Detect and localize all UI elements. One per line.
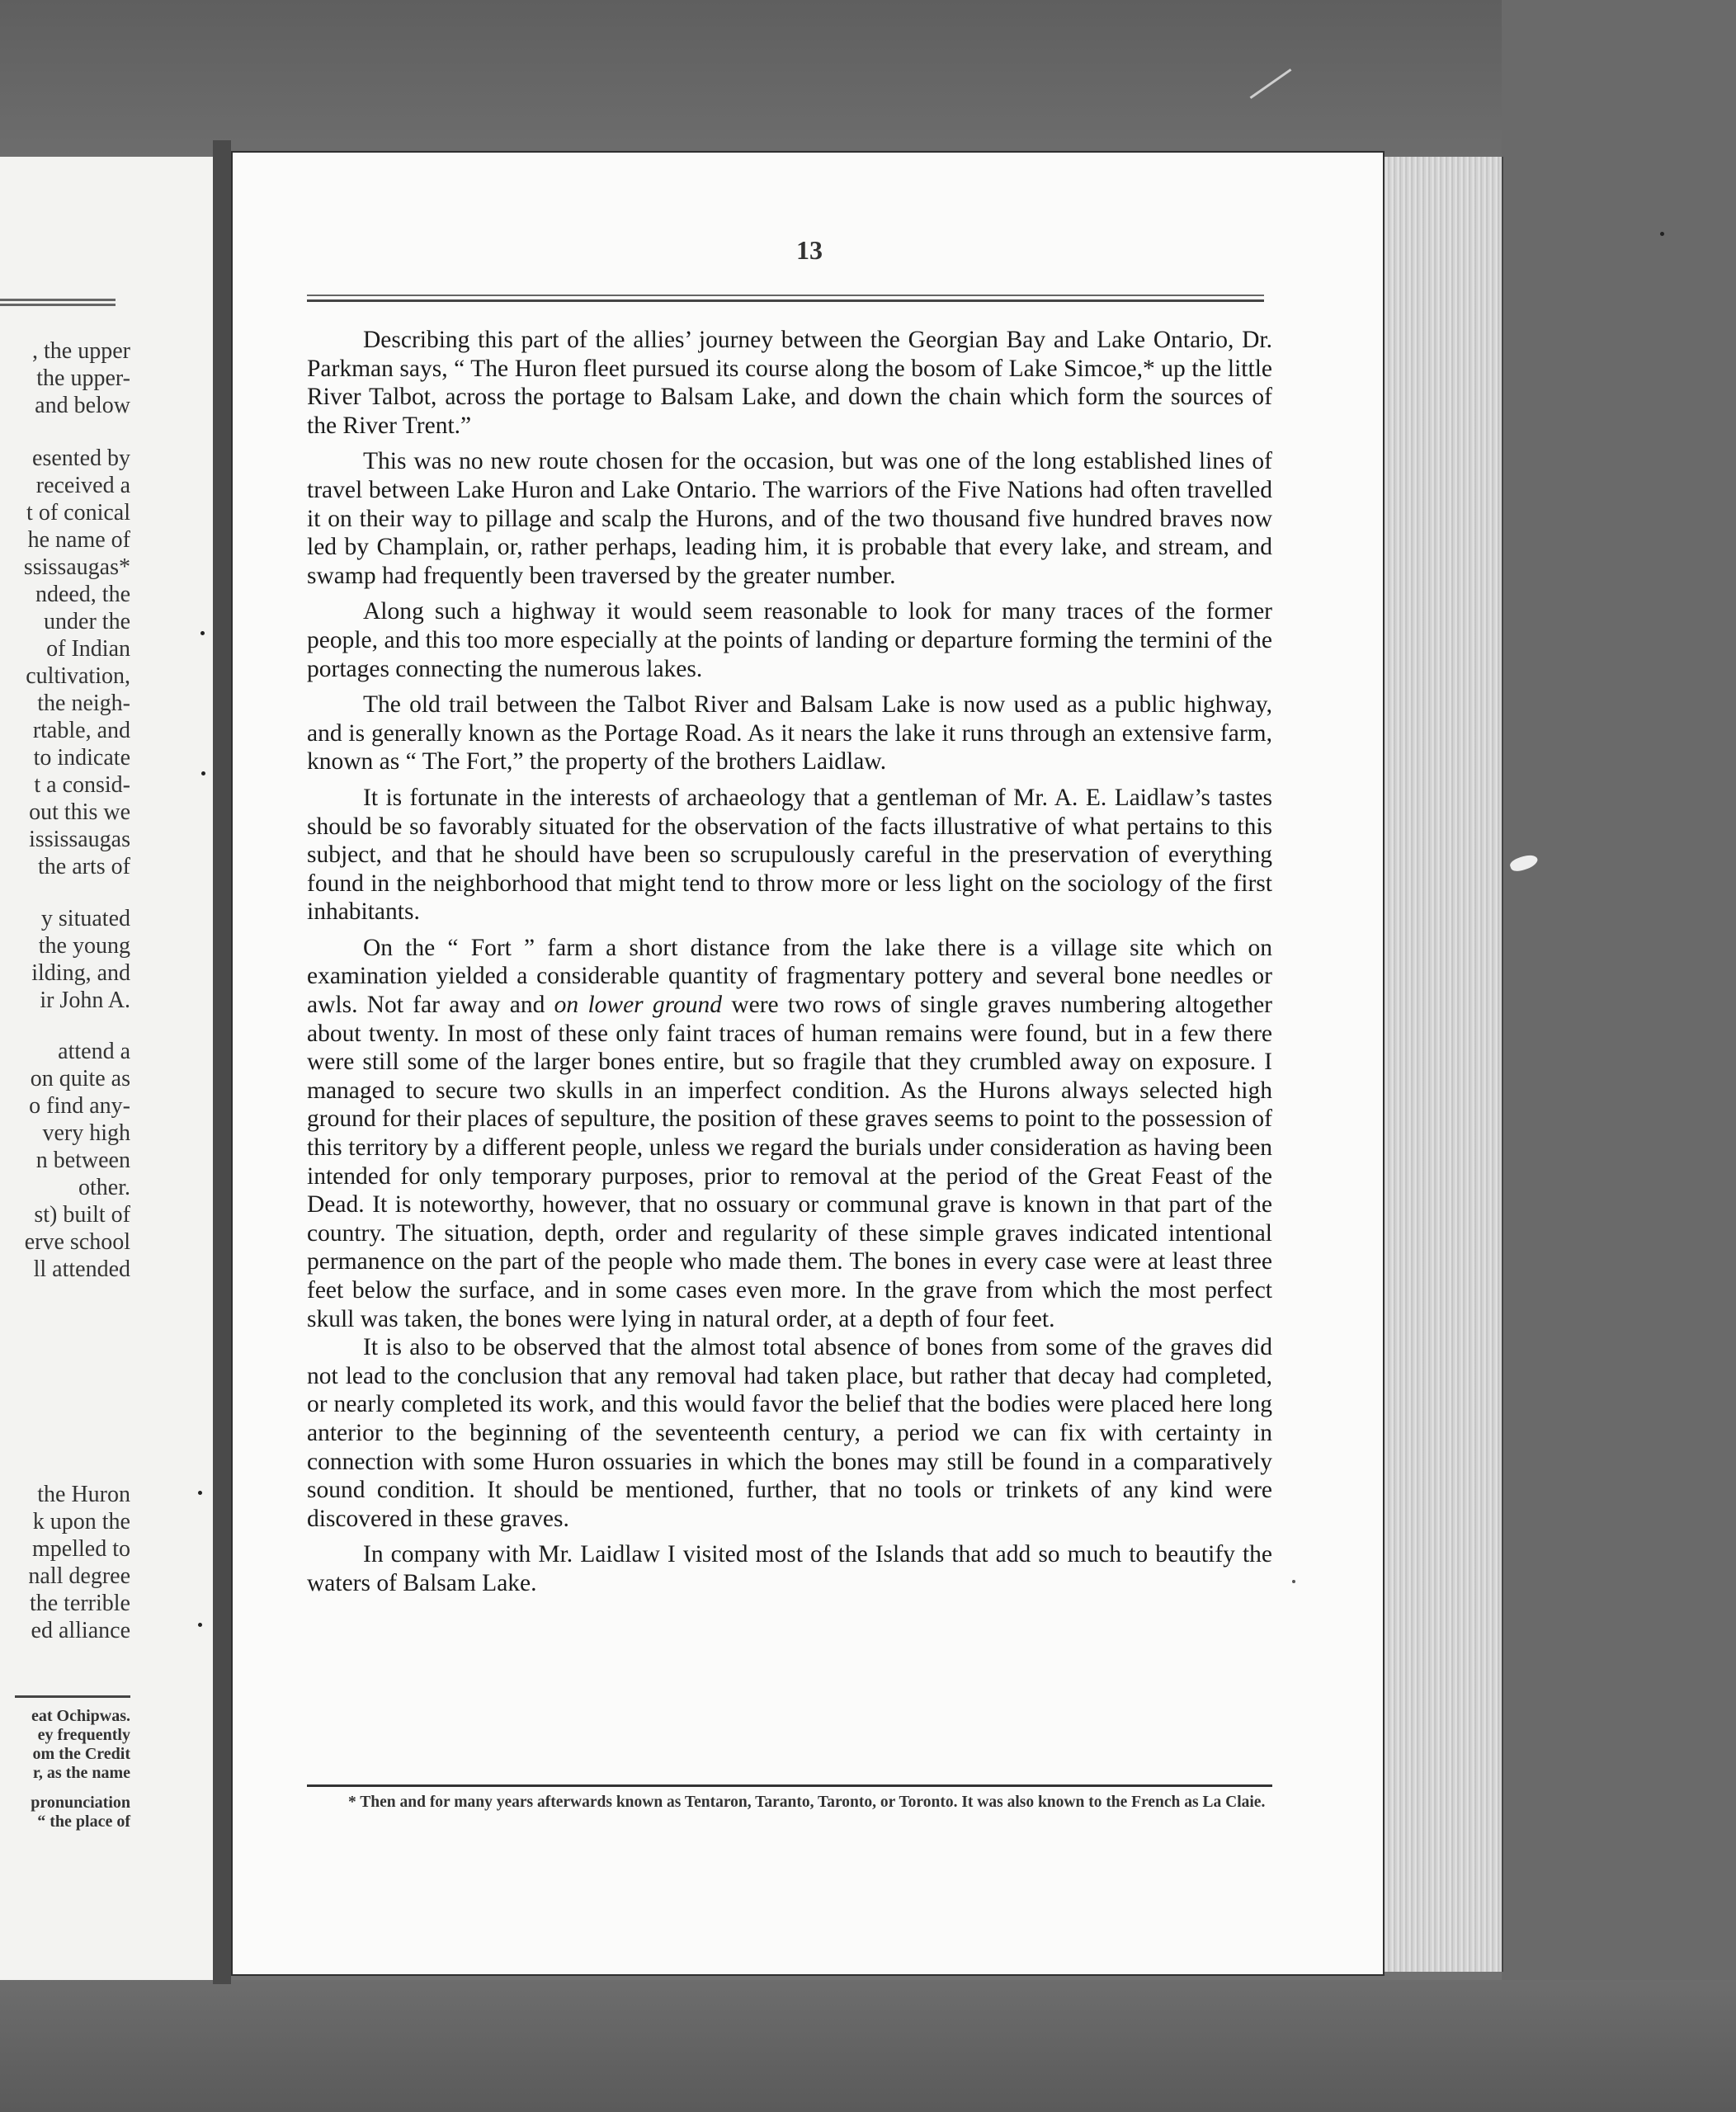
scan-speck — [198, 1491, 202, 1495]
previous-page-line: very high — [42, 1120, 130, 1146]
book-page — [231, 151, 1385, 1976]
previous-page-line: the young — [38, 933, 130, 959]
previous-page-head-rule — [0, 299, 116, 301]
paragraph: Describing this part of the allies’ journey between the Georgian Bay and Lake Ontario, Dr. Parkman says, “ The Huron fleet pursued its course along the bosom of Lake Simcoe,* up the little River Talbot, across the portage to Balsam Lake, and down the chain which form the sources of the River Trent.” — [307, 327, 1272, 439]
scan-background-bottom — [0, 1980, 1736, 2112]
book-fore-edge — [1385, 157, 1503, 1972]
previous-page-line: rtable, and — [32, 718, 130, 743]
previous-page-line: st) built of — [34, 1202, 130, 1228]
footnote-rule — [307, 1784, 1272, 1787]
previous-page-line: and below — [35, 393, 130, 418]
previous-page-footnote-rule — [15, 1695, 130, 1698]
paragraph: It is fortunate in the interests of archaeology that a gentleman of Mr. A. E. Laidlaw’s tastes should be so favorably situated for the observation of the facts illustrative of what pertains to this subject, and that he should have been so scrupulously careful in the preservation of everything found in the neighborhood that might tend to throw more or less light on the sociology of the first inhabitants. — [307, 784, 1272, 926]
scan-background-right — [1502, 0, 1736, 2112]
paragraph: Along such a highway it would seem reasonable to look for many traces of the former people, and this too more especially at the points of landing or departure forming the termini of the portages connecting the numerous lakes. — [307, 598, 1272, 682]
previous-page-line: the Huron — [37, 1482, 130, 1507]
previous-page-strip — [0, 157, 215, 1980]
body-text — [307, 326, 1272, 1598]
previous-page-line: ssissaugas* — [23, 554, 130, 580]
paragraph: In company with Mr. Laidlaw I visited most of the Islands that add so much to beautify the waters of Balsam Lake. — [307, 1541, 1272, 1596]
italic-phrase: on lower ground — [554, 992, 723, 1019]
previous-page-line: ilding, and — [31, 960, 130, 986]
previous-page-line: received a — [35, 473, 130, 498]
paragraph — [307, 934, 1272, 1333]
previous-page-line: ll attended — [33, 1256, 130, 1282]
previous-page-footnote-line: ey frequently — [37, 1726, 130, 1744]
previous-page-line: , the upper — [32, 338, 130, 364]
paragraph: It is also to be observed that the almost total absence of bones from some of the graves did not lead to the conclusion that any removal had taken place, but rather that decay had completed, or nearly completed its work, and this would favor the belief that the bodies were placed here long anterior to the beginning of the seventeenth century, a period we can fix with certainty in connection with some Huron ossuaries in which the bones may still be found in a comparatively sound condition. It should be mentioned, further, that no tools or trinkets of any kind were discovered in these graves. — [307, 1334, 1272, 1532]
previous-page-line: the neigh- — [37, 691, 130, 716]
scan-speck — [198, 1623, 202, 1627]
previous-page-line: on quite as — [30, 1066, 130, 1091]
previous-page-line: out this we — [29, 799, 130, 825]
previous-page-footnote-line: r, as the name — [32, 1764, 130, 1782]
previous-page-footnote-line: “ the place of — [37, 1813, 130, 1831]
previous-page-line: under the — [44, 609, 130, 634]
previous-page-line: the arts of — [38, 854, 130, 879]
previous-page-line: mpelled to — [32, 1536, 130, 1562]
previous-page-line: ndeed, the — [35, 582, 130, 607]
previous-page-line: the upper- — [36, 365, 130, 391]
previous-page-line: o find any- — [29, 1093, 130, 1119]
paragraph: The old trail between the Talbot River and Balsam Lake is now used as a public highway, and is generally known as the Portage Road. As it nears the lake it runs through an extensive farm, known as “ The Fort,” the property of the brothers Laidlaw. — [307, 691, 1272, 776]
paragraph-text: were two rows of single graves numbering altogether about twenty. In most of these only faint traces of human remains were found, but in a few there were still some of the larger bones entire, but so fragile that they crumbled away on exposure. I managed to secure two skulls in an imperfect condition. As the Hurons always selected high ground for their places of sepulture, the position of these graves seems to point to the possession of this territory by a different people, unless we regard the burials under consideration as having been intended for only temporary purposes, prior to removal at the period of the Great Feast of the Dead. It is noteworthy, however, that no ossuary or communal grave is known in that part of the country. The situation, depth, order and regularity of these simple graves indicated intentional permanence on the part of the people who made them. The bones in every case were at least three feet below the surface, and in some cases even more. In the grave from which the most perfect skull was taken, the bones were lying in natural order, at a depth of four feet. — [307, 992, 1272, 1332]
footnote: * Then and for many years afterwards known as Tentaron, Taranto, Taronto, or Toronto. It was also known to the French as La Claie. — [348, 1794, 1266, 1811]
previous-page-line: ir John A. — [40, 988, 130, 1013]
scan-speck — [201, 771, 205, 776]
previous-page-line: k upon the — [32, 1509, 130, 1534]
previous-page-line: y situated — [40, 906, 130, 931]
previous-page-footnote-line: om the Credit — [32, 1745, 130, 1763]
paragraph-text: On the “ Fort ” farm a short distance from the lake there is a village site which on examination yielded a considerable quantity of fragmentary pottery and several bone needles or awls. Not far away and — [307, 934, 1272, 1019]
previous-page-line: cultivation, — [26, 663, 130, 689]
previous-page-head-rule — [0, 304, 116, 306]
previous-page-line: ississaugas — [29, 827, 130, 852]
scan-speck — [1660, 232, 1664, 236]
scan-speck — [200, 631, 205, 635]
previous-page-line: n between — [35, 1148, 130, 1173]
header-rule — [307, 295, 1264, 296]
previous-page-footnote-line: pronunciation — [31, 1794, 130, 1812]
paragraph: This was no new route chosen for the occasion, but was one of the long established lines of travel between Lake Huron and Lake Ontario. The warriors of the Five Nations had often travelled it on their way to pillage and scalp the Hurons, and of the two thousand five hundred braves now led by Champlain, or, rather perhaps, leading him, it is probable that every lake, and stream, and swamp had frequently been traversed by the greater number. — [307, 448, 1272, 589]
previous-page-line: nall degree — [28, 1563, 130, 1589]
previous-page-line: he name of — [27, 527, 130, 553]
previous-page-line: t a consid- — [34, 772, 130, 798]
previous-page-line: attend a — [58, 1039, 130, 1064]
scan-background-top — [0, 0, 1736, 157]
previous-page-line: erve school — [24, 1229, 130, 1255]
previous-page-line: other. — [78, 1175, 130, 1200]
previous-page-line: t of conical — [26, 500, 130, 526]
previous-page-line: ed alliance — [31, 1618, 130, 1643]
book-gutter — [213, 140, 231, 1984]
scan-speck — [1292, 1580, 1295, 1583]
header-rule — [307, 299, 1264, 302]
previous-page-line: to indicate — [33, 745, 130, 771]
page-number: 13 — [796, 235, 823, 265]
previous-page-line: the terrible — [29, 1591, 130, 1616]
previous-page-line: of Indian — [46, 636, 130, 662]
previous-page-footnote-line: eat Ochipwas. — [31, 1707, 130, 1725]
previous-page-line: esented by — [32, 446, 130, 471]
